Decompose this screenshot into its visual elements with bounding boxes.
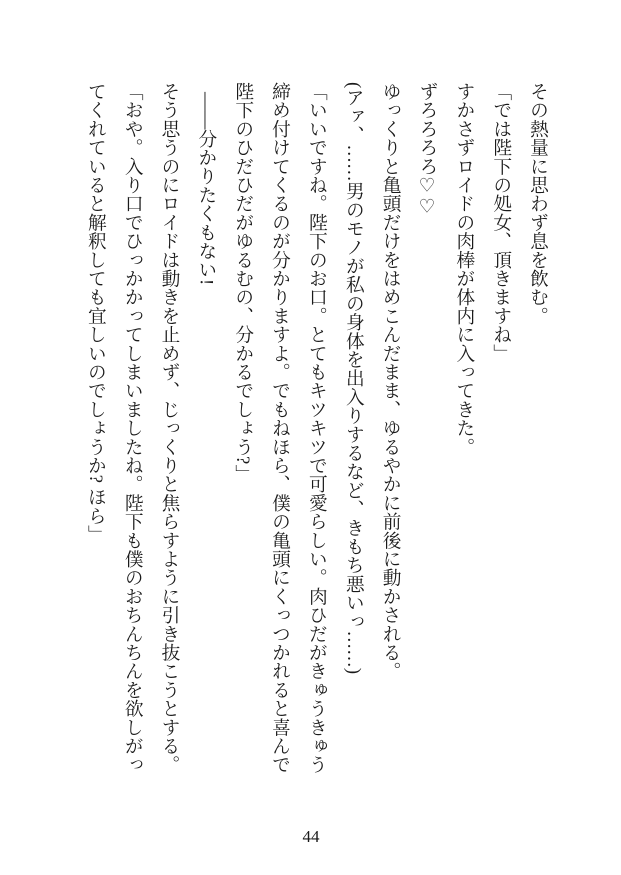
- text-column: その熱量に思わず息を飲む。: [527, 82, 548, 326]
- text-column: (アァ、……男のモノが私の身体を出入りするなど、きもち悪いっ……): [342, 82, 364, 675]
- text-column: そう思うのにロイドは動きを止めず、じっくりと焦らすように引き抜こうとする。: [158, 82, 180, 774]
- text-column: ――分かりたくもない!: [195, 92, 217, 286]
- text-column: ゆっくりと亀頭だけをはめこんだまま、ゆるやかに前後に動かされる。: [379, 82, 401, 681]
- text-column: 陛下のひだひだがゆるむの、分かるでしょう?」: [232, 82, 254, 483]
- page-number: 44: [302, 827, 320, 846]
- text-column: 「いいですね。陛下のお口。とてもキツキツで可愛らしい。肉ひだがきゅうきゅう: [305, 82, 327, 774]
- text-column: ずろろろろ♡♡: [416, 82, 438, 218]
- text-column: 「おや。入り口でひっかかってしまいましたね。陛下も僕のおちんちんを欲しがっ: [121, 82, 143, 774]
- text-column: てくれていると解釈しても宜しいのでしょうか? ほら」: [84, 82, 106, 544]
- text-column: 締め付けてくるのが分かりますよ。でもねほら、僕の亀頭にくっつかれると喜んで: [269, 82, 290, 774]
- text-column: すかさずロイドの肉棒が体内に入ってきた。: [453, 82, 475, 456]
- text-column: 「では陛下の処女、頂きますね」: [490, 82, 512, 363]
